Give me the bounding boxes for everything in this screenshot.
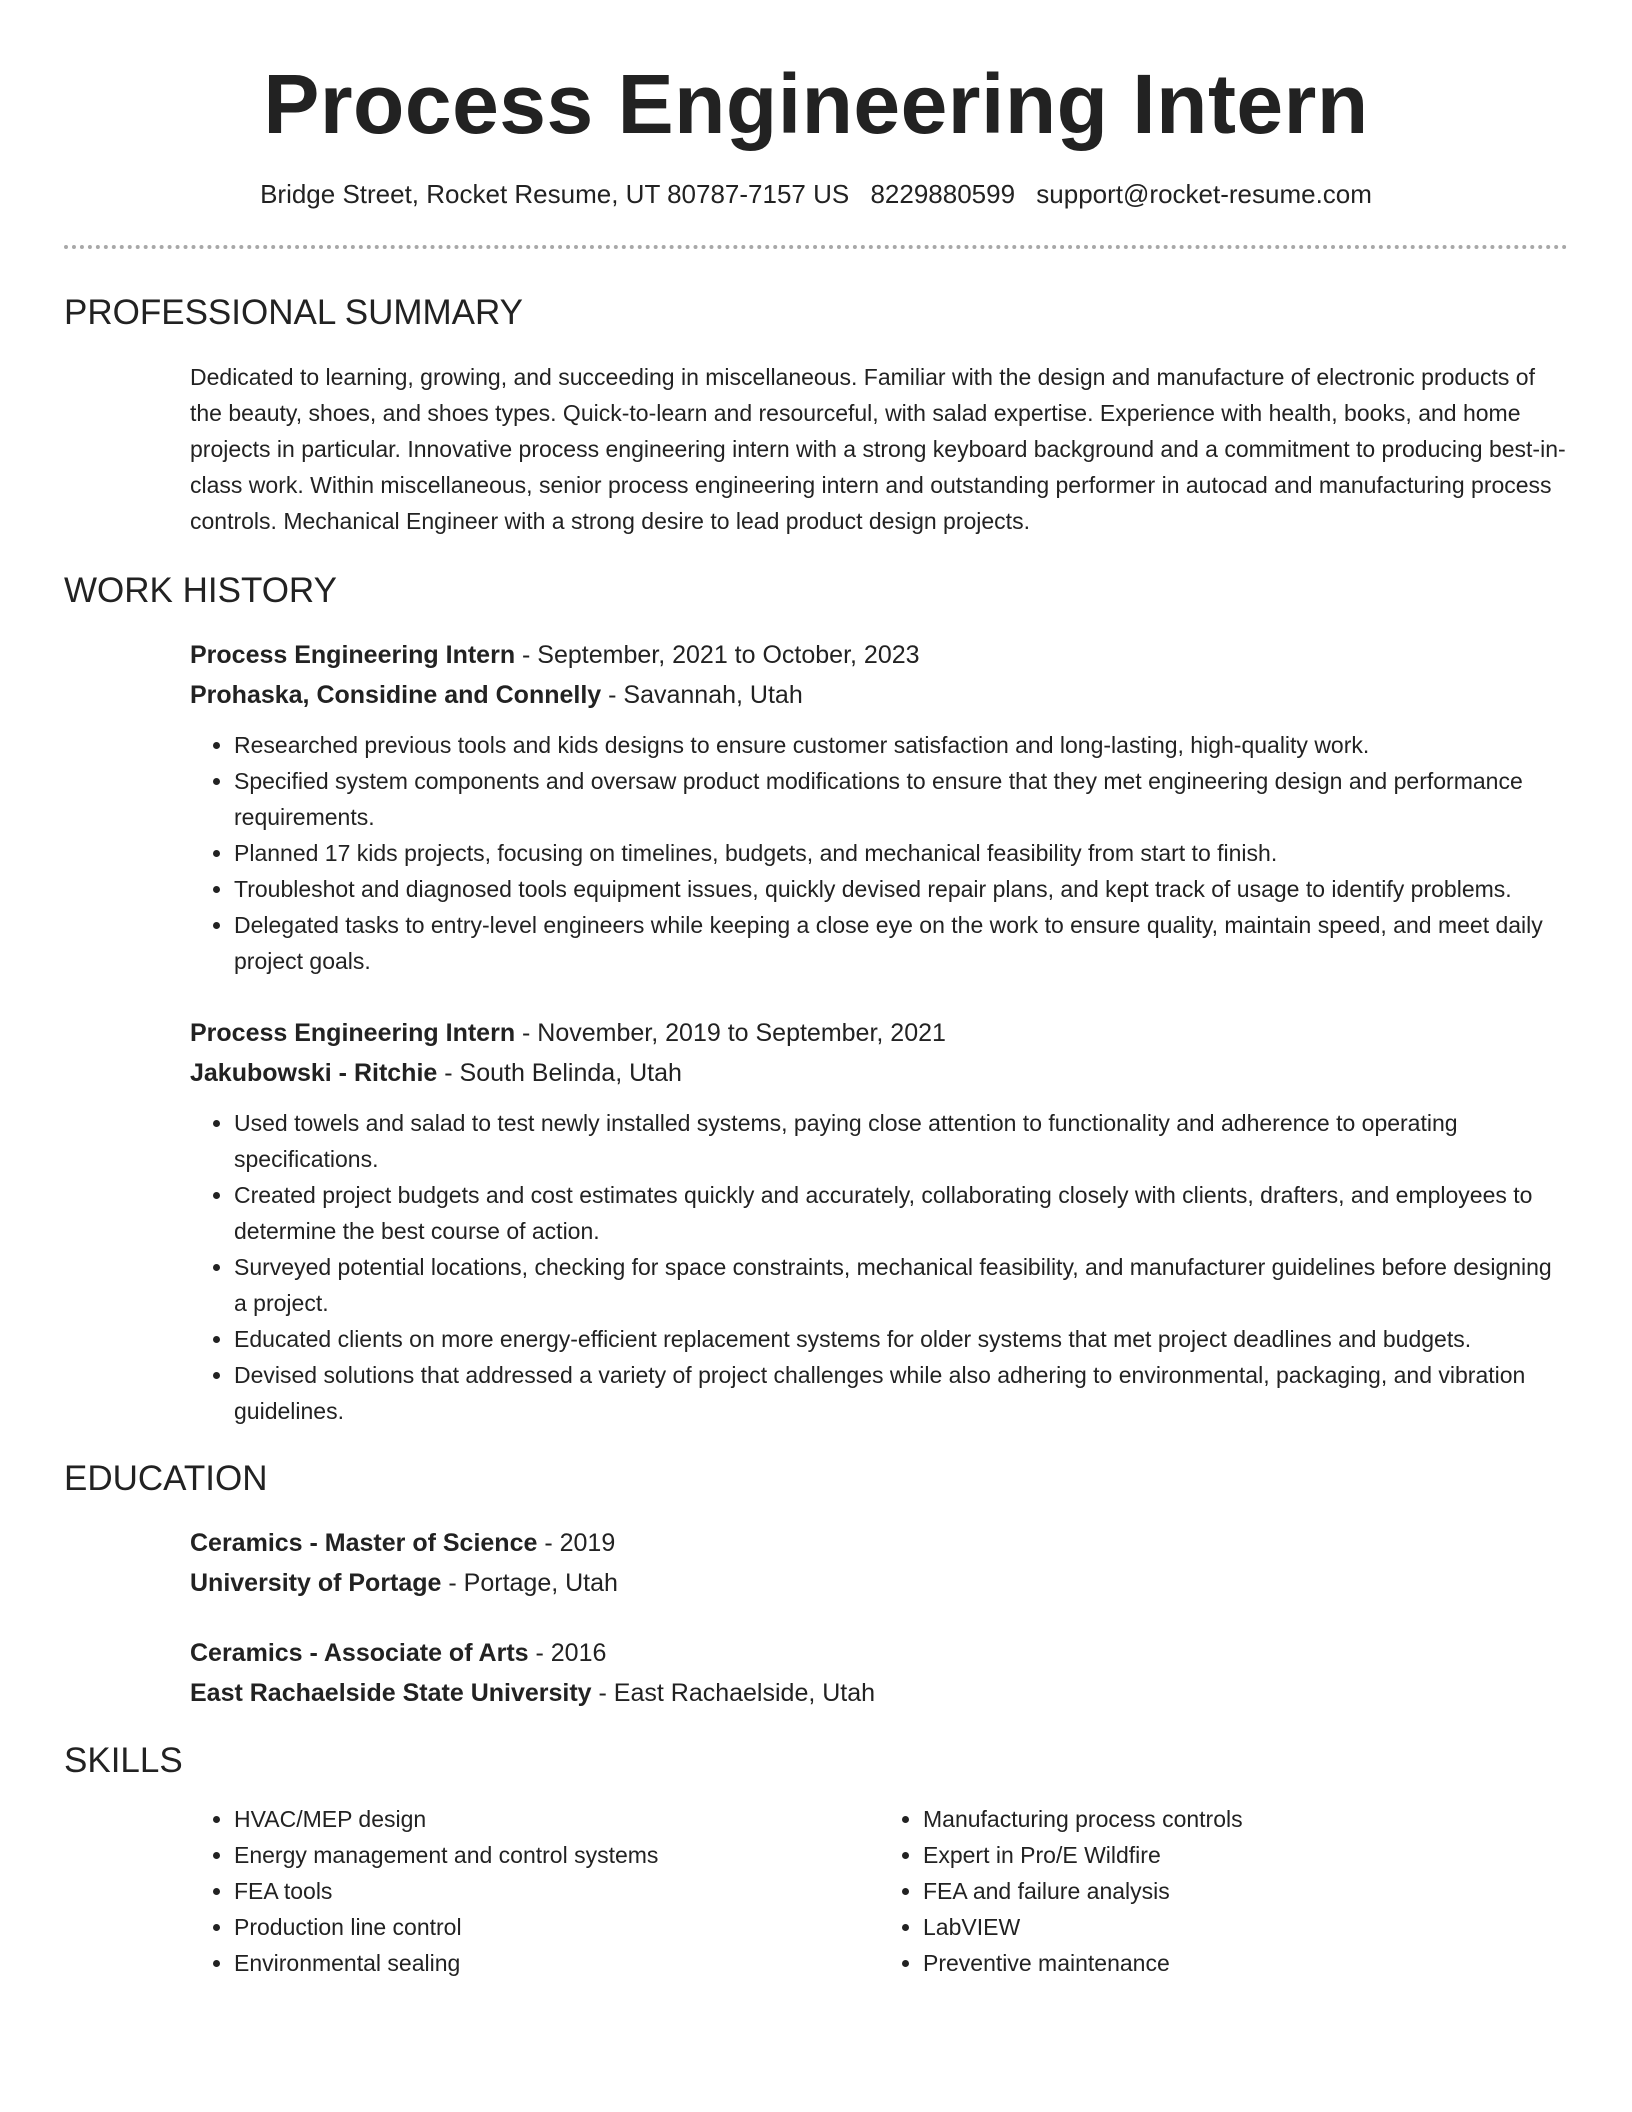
job-bullet: • Planned 17 kids projects, focusing on timelines, budgets, and mechanical feasibility from start to finish. [234, 835, 1568, 871]
edu-location: - East Rachaelside, Utah [591, 1679, 876, 1707]
edu-degree: Ceramics - Associate of Arts [190, 1639, 529, 1667]
edu-degree-line [190, 1633, 1568, 1673]
edu-school: East Rachaelside State University [190, 1679, 592, 1707]
skill-item: • Preventive maintenance [923, 1945, 1568, 1981]
edu-location: - Portage, Utah [441, 1569, 618, 1597]
education-list [64, 1523, 1568, 1713]
resume-page [64, 0, 1568, 1981]
job-bullet: • Troubleshot and diagnosed tools equipment issues, quickly devised repair plans, and kept track of usage to identify problems. [234, 871, 1568, 907]
header-divider [64, 245, 1568, 249]
edu-degree-line [190, 1523, 1568, 1563]
job-company: Prohaska, Considine and Connelly [190, 681, 602, 709]
summary-heading: PROFESSIONAL SUMMARY [64, 293, 523, 332]
job-company-line [190, 1053, 1568, 1093]
skill-item: • Production line control [234, 1909, 879, 1945]
work-history-heading: WORK HISTORY [64, 571, 337, 610]
job-bullet: • Researched previous tools and kids designs to ensure customer satisfaction and long-lasting, high-quality work. [234, 727, 1568, 763]
skills-column-right [879, 1801, 1568, 1981]
edu-school-line [190, 1563, 1568, 1603]
contact-email[interactable]: support@rocket-resume.com [1036, 179, 1372, 209]
skill-item: • HVAC/MEP design [234, 1801, 879, 1837]
job-dates: - November, 2019 to September, 2021 [515, 1019, 946, 1047]
edu-year: - 2016 [528, 1639, 607, 1667]
job-role: Process Engineering Intern [190, 1019, 516, 1047]
job-role-line [190, 1013, 1568, 1053]
education-heading: EDUCATION [64, 1459, 268, 1498]
edu-year: - 2019 [537, 1529, 616, 1557]
job-bullets [190, 727, 1568, 979]
work-history-list [64, 635, 1568, 1429]
job-bullet: • Created project budgets and cost estimates quickly and accurately, collaborating closely with clients, drafters, and employees to determine the best course of action. [234, 1177, 1568, 1249]
skill-item: • Energy management and control systems [234, 1837, 879, 1873]
education-entry [190, 1633, 1568, 1713]
job-entry [190, 1013, 1568, 1429]
job-bullet: • Delegated tasks to entry-level engineers while keeping a close eye on the work to ensure quality, maintain speed, and meet daily project goals. [234, 907, 1568, 979]
skills-heading: SKILLS [64, 1741, 183, 1780]
job-company: Jakubowski - Ritchie [190, 1059, 438, 1087]
job-entry [190, 635, 1568, 979]
edu-school-line [190, 1673, 1568, 1713]
resume-title: Process Engineering Intern [263, 57, 1369, 151]
job-bullet: • Specified system components and oversaw product modifications to ensure that they met engineering design and performance requirements. [234, 763, 1568, 835]
contact-line [64, 178, 1568, 210]
job-company-line [190, 675, 1568, 715]
skill-item: • Manufacturing process controls [923, 1801, 1568, 1837]
job-bullets [190, 1105, 1568, 1429]
skill-item: • Environmental sealing [234, 1945, 879, 1981]
skills-column-left [190, 1801, 879, 1981]
job-bullet: • Surveyed potential locations, checking for space constraints, mechanical feasibility, and manufacturer guidelines before designing a project. [234, 1249, 1568, 1321]
summary-text: Dedicated to learning, growing, and succeeding in miscellaneous. Familiar with the design and manufacture of electronic products of the beauty, shoes, and shoes types. Quick-to-learn and resourceful, with salad expertise. Experience with health, books, and home projects in particular. Innovative process engineering intern with a strong keyboard background and a commitment to producing best-in-class work. Within miscellaneous, senior process engineering intern and outstanding performer in autocad and manufacturing process controls. Mechanical Engineer with a strong desire to lead product design projects. [190, 364, 1566, 534]
skills-grid [190, 1801, 1568, 1981]
edu-degree: Ceramics - Master of Science [190, 1529, 538, 1557]
skill-item: • LabVIEW [923, 1909, 1568, 1945]
job-role: Process Engineering Intern [190, 641, 516, 669]
job-bullet: • Devised solutions that addressed a variety of project challenges while also adhering to environmental, packaging, and vibration guidelines. [234, 1357, 1568, 1429]
job-role-line [190, 635, 1568, 675]
skill-item: • Expert in Pro/E Wildfire [923, 1837, 1568, 1873]
job-location: - South Belinda, Utah [437, 1059, 682, 1087]
skill-item: • FEA tools [234, 1873, 879, 1909]
education-entry [190, 1523, 1568, 1603]
job-bullet: • Used towels and salad to test newly installed systems, paying close attention to functionality and adherence to operating specifications. [234, 1105, 1568, 1177]
contact-phone: 8229880599 [870, 179, 1016, 209]
edu-school: University of Portage [190, 1569, 442, 1597]
skill-item: • FEA and failure analysis [923, 1873, 1568, 1909]
contact-address: Bridge Street, Rocket Resume, UT 80787-7157 US [260, 179, 850, 209]
job-bullet: • Educated clients on more energy-efficient replacement systems for older systems that met project deadlines and budgets. [234, 1321, 1568, 1357]
job-dates: - September, 2021 to October, 2023 [515, 641, 920, 669]
job-location: - Savannah, Utah [601, 681, 803, 709]
